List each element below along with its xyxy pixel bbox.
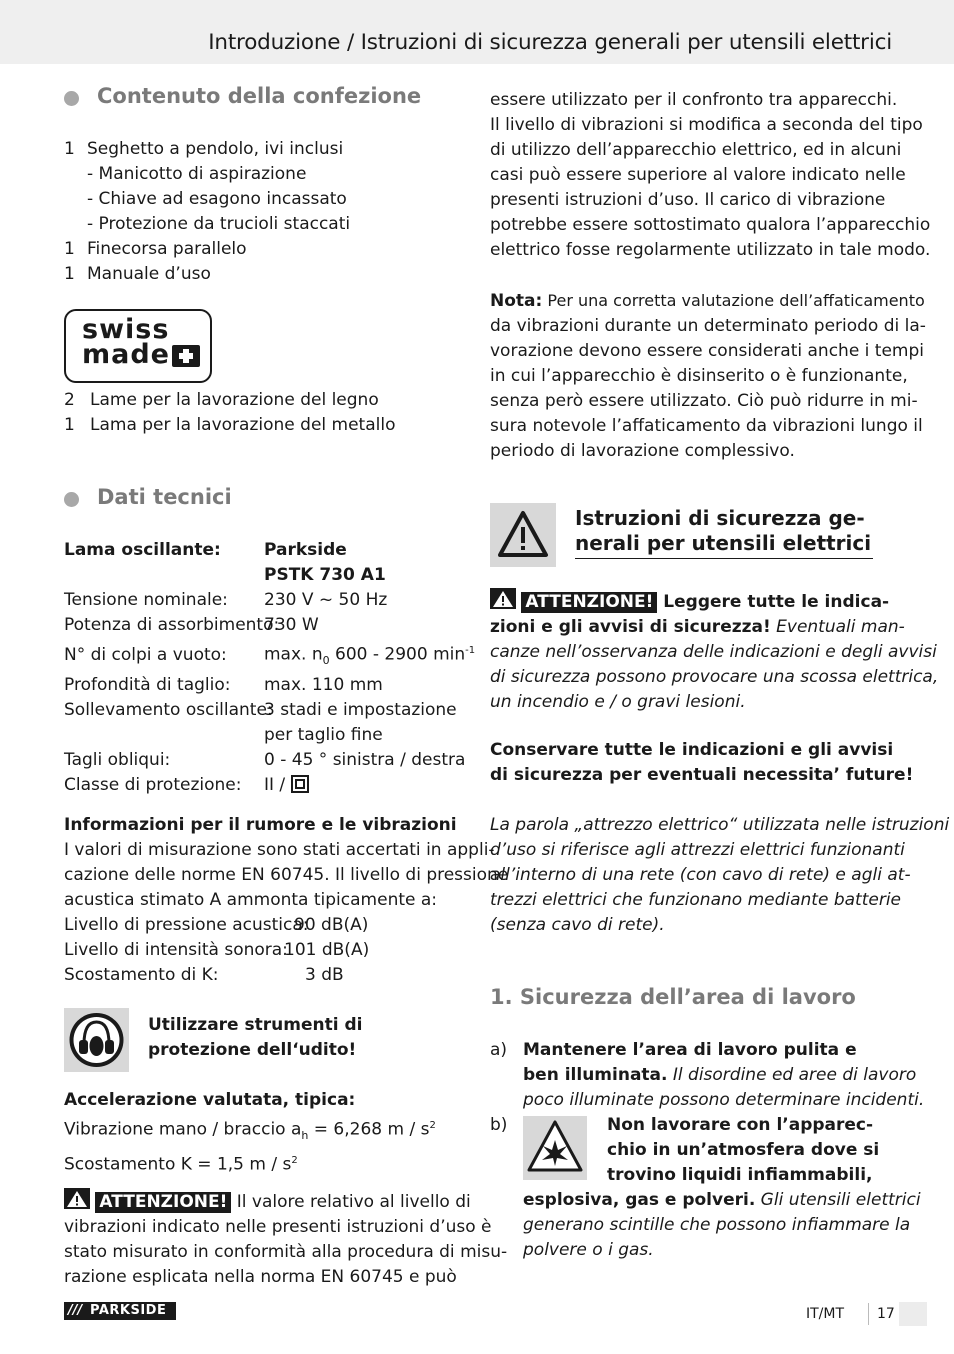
work-area-safety-heading: 1. Sicurezza dell’area di lavoro [490,985,856,1009]
page-title: Introduzione / Istruzioni di sicurezza generali per utensili elettrici [208,30,892,55]
list-item: 2 Lame per la lavorazione del legno [64,390,379,410]
page-number: 17 [877,1306,895,1322]
brand-name: PARKSIDE [90,1303,167,1318]
tech-data-heading: Dati tecnici [97,485,232,509]
noise-heading: Informazioni per il rumore e le vibrazioni [64,815,457,835]
spec-row: Tensione nominale: 230 V ~ 50 Hz [64,590,388,610]
list-item: - Chiave ad esagono incassato [87,189,347,209]
warning-badge: ATTENZIONE! [95,1192,231,1213]
note-label: Nota: [490,291,543,311]
contents-list [64,137,350,287]
noise-row: Livello di intensità sonora:101 dB(A) [64,940,370,960]
item-letter-b: b) [490,1115,508,1135]
noise-row: Scostamento di K: 3 dB [64,965,344,985]
heading-underline [575,558,873,559]
swiss-cross-icon [172,345,200,367]
list-item: - Manicotto di aspirazione [87,164,307,184]
spec-row: Sollevamento oscillante:3 stadi e impostazione [64,700,457,721]
item-b-bold-text: Non lavorare con l’apparec- chio in un’atmosfera dove si trovino liquidi infiammabili, [607,1115,880,1185]
spec-row: Classe di protezione: II / [64,773,475,798]
hearing-protection-text: Utilizzare strumenti di protezione dell‘udito! [148,1015,363,1060]
list-item: - Protezione da trucioli staccati [87,214,351,234]
explosion-warning-icon [523,1116,587,1180]
safety-section-heading: Istruzioni di sicurezza ge- nerali per utensili elettrici [575,506,872,555]
safety-warning-icon [490,503,556,567]
swiss-made-logo [64,309,212,383]
list-item: 1 Manuale d’uso [64,264,211,284]
language-code: IT/MT [806,1306,845,1322]
spec-row: PSTK 730 A1 [264,565,386,585]
spec-row: Profondità di taglio: max. 110 mm [64,675,383,696]
protection-class-ii-icon [291,775,309,793]
left-warning-paragraph: ATTENZIONE! Il valore relativo al livello di vibrazioni indicato nelle presenti istruzioni d’uso è stato misurato in conformità alla procedura di misu- razione esplicata nella norma EN 60745 e può [64,1188,507,1290]
item-b-continuation: esplosiva, gas e polveri. Gli utensili elettrici generano scintille che possono infiammare la polvere o i gas. [523,1190,921,1260]
spec-row: N° di colpi a vuoto: max. $n_0$ 600 - 2900 $\min^{-1}$ [64,644,476,668]
page-header [0,0,954,64]
spec-row: Potenza di assorbimento:730 W [64,615,319,635]
spec-row: Tagli obliqui: 0 - 45 ° sinistra / destra [64,750,466,771]
section-bullet [64,492,79,507]
noise-paragraph: I valori di misurazione sono stati accertati in appli- cazione delle norme EN 60745. Il livello di pressione acustica stimato A ammonta tipicamente a: Livello di pressione acustica:90 dB(A) Livello di intensità sonora:101 dB(A) Scostamento di K: 3 dB [64,838,508,988]
power-tool-definition: La parola „attrezzo elettrico“ utilizzata nelle istruzioni d’uso si riferisce agli attrezzi elettrici funzionanti all’interno di una rete (con cavo di rete) e agli at- trezzi elettrici che funzionano mediante batterie (senza cavo di rete). [490,815,950,935]
contents-heading: Contenuto della confezione [97,84,422,108]
blades-list [64,388,395,438]
section-bullet [64,91,79,106]
item-a-text: Mantenere l’area di lavoro pulita e ben illuminata. Il disordine ed aree di lavoro poco illuminate possono determinare incidenti. [523,1040,925,1110]
footer-divider [868,1303,869,1325]
warning-triangle-icon [64,1188,90,1209]
list-item: 1 Finecorsa parallelo [64,239,247,259]
warning-triangle-icon [490,588,516,609]
acceleration-values: Vibrazione mano / braccio $a_h = 6,268$ m / $s^2$ Scostamento K = 1,5 m / $s^2$ [64,1119,436,1175]
list-item: 1 Lama per la lavorazione del metallo [64,415,396,435]
spec-row: Lama oscillante: Parkside [64,540,347,560]
swiss-made-logo-text: swiss made [82,314,170,370]
right-warning-paragraph: ATTENZIONE! Leggere tutte le indica- zioni e gli avvisi di sicurezza! Eventuali man- canze nell’osservanza delle indicazioni e degli avvisi di sicurezza possono provocare una scossa elettrica, un incendio e / o gravi lesioni. [490,588,938,715]
logo-stripes: /// [68,1303,83,1318]
spec-table [64,538,475,798]
note-paragraph: Nota: Per una corretta valutazione dell’affaticamento da vibrazioni durante un determinato periodo di la- vorazione devono essere considerati anche i tempi in cui l’apparecchio è disinserito o è funzionante, senza però essere utilizzato. Ciò può ridurre in mi- sura notevole l’affaticamento da vibrazioni lungo il periodo di lavorazione complessivo. [490,291,926,461]
keep-instructions-text: Conservare tutte le indicazioni e gli avvisi di sicurezza per eventuali necessita’ future! [490,740,914,785]
vibration-continuation: essere utilizzato per il confronto tra apparecchi. Il livello di vibrazioni si modifica a seconda del tipo di utilizzo dell’apparecchio elettrico, ed in alcuni casi può essere superiore al valore indicato nelle presenti istruzioni d’uso. Il carico di vibrazione potrebbe essere sottostimato qualora l’apparecchio elettrico fosse regolarmente utilizzato in tale modo. [490,90,931,260]
acceleration-heading: Accelerazione valutata, tipica: [64,1090,356,1110]
page-tab [899,1302,927,1326]
item-letter-a: a) [490,1040,508,1060]
warning-badge: ATTENZIONE! [521,592,657,613]
noise-row: Livello di pressione acustica:90 dB(A) [64,915,369,935]
parkside-logo [64,1302,176,1320]
list-item: 1 Seghetto a pendolo, ivi inclusi [64,139,344,159]
spec-row: per taglio fine [264,725,383,746]
hearing-protection-icon [64,1008,129,1072]
